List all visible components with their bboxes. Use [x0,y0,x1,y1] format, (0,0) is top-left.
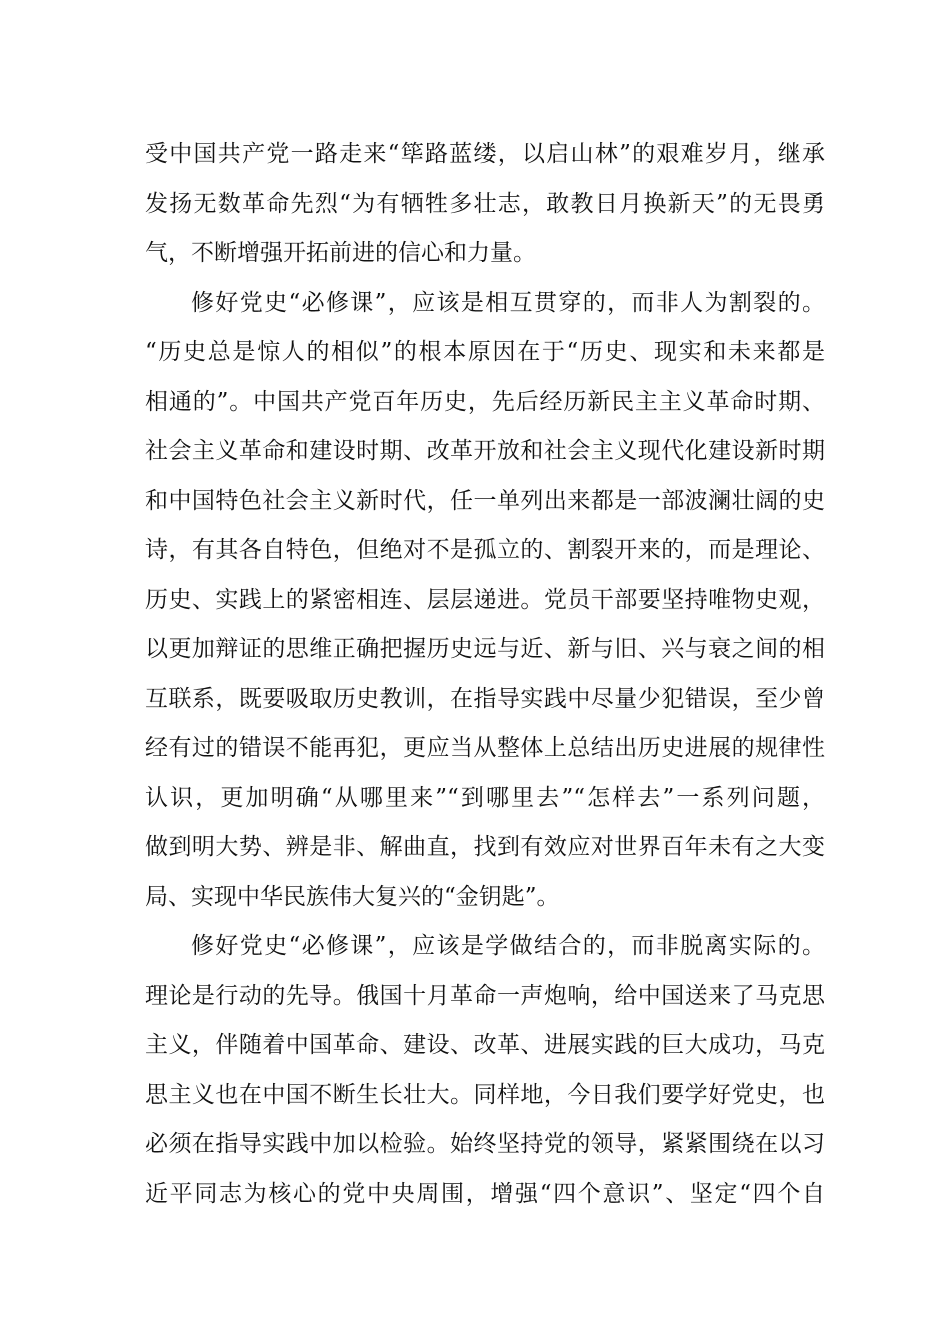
text-line: 历史、实践上的紧密相连、层层递进。党员干部要坚持唯物史观， [145,586,825,613]
text-line: 理论是行动的先导。俄国十月革命一声炮响，给中国送来了马克思 [145,982,825,1009]
text-line: 和中国特色社会主义新时代，任一单列出来都是一部波澜壮阔的史 [145,487,825,514]
text-line: 近平同志为核心的党中央周围，增强“四个意识”、坚定“四个自 [145,1180,825,1207]
text-line: 社会主义革命和建设时期、改革开放和社会主义现代化建设新时期 [145,438,825,464]
text-line: 气，不断增强开拓前进的信心和力量。 [145,240,536,266]
text-line: 局、实现中华民族伟大复兴的“金钥匙”。 [145,883,560,910]
text-line: 认识，更加明确“从哪里来”“到哪里去”“怎样去”一系列问题， [145,784,825,811]
text-line: 诗，有其各自特色，但绝对不是孤立的、割裂开来的，而是理论、 [145,537,825,563]
paragraph-first-line: 修好党史“必修课”，应该是学做结合的，而非脱离实际的。 [191,933,825,959]
text-line: 互联系，既要吸取历史教训，在指导实践中尽量少犯错误，至少曾 [145,685,825,712]
body-text [145,130,825,1219]
text-line: 以更加辩证的思维正确把握历史远与近、新与旧、兴与衰之间的相 [145,636,825,662]
text-line: 经有过的错误不能再犯，更应当从整体上总结出历史进展的规律性 [145,735,825,761]
text-line: 思主义也在中国不断生长壮大。同样地，今日我们要学好党史，也 [145,1081,825,1108]
text-line: 主义，伴随着中国革命、建设、改革、进展实践的巨大成功，马克 [145,1032,825,1058]
text-line: 相通的”。中国共产党百年历史，先后经历新民主主义革命时期、 [145,388,825,415]
text-line: 发扬无数革命先烈“为有牺牲多壮志，敢教日月换新天”的无畏勇 [145,190,825,217]
text-line: 受中国共产党一路走来“筚路蓝缕，以启山林”的艰难岁月，继承 [145,141,825,167]
text-line: 做到明大势、辨是非、解曲直，找到有效应对世界百年未有之大变 [145,834,825,860]
text-line: 必须在指导实践中加以检验。始终坚持党的领导，紧紧围绕在以习 [145,1131,825,1157]
text-line: “历史总是惊人的相似”的根本原因在于“历史、现实和未来都是 [145,339,825,365]
paragraph-first-line: 修好党史“必修课”，应该是相互贯穿的，而非人为割裂的。 [191,289,825,316]
